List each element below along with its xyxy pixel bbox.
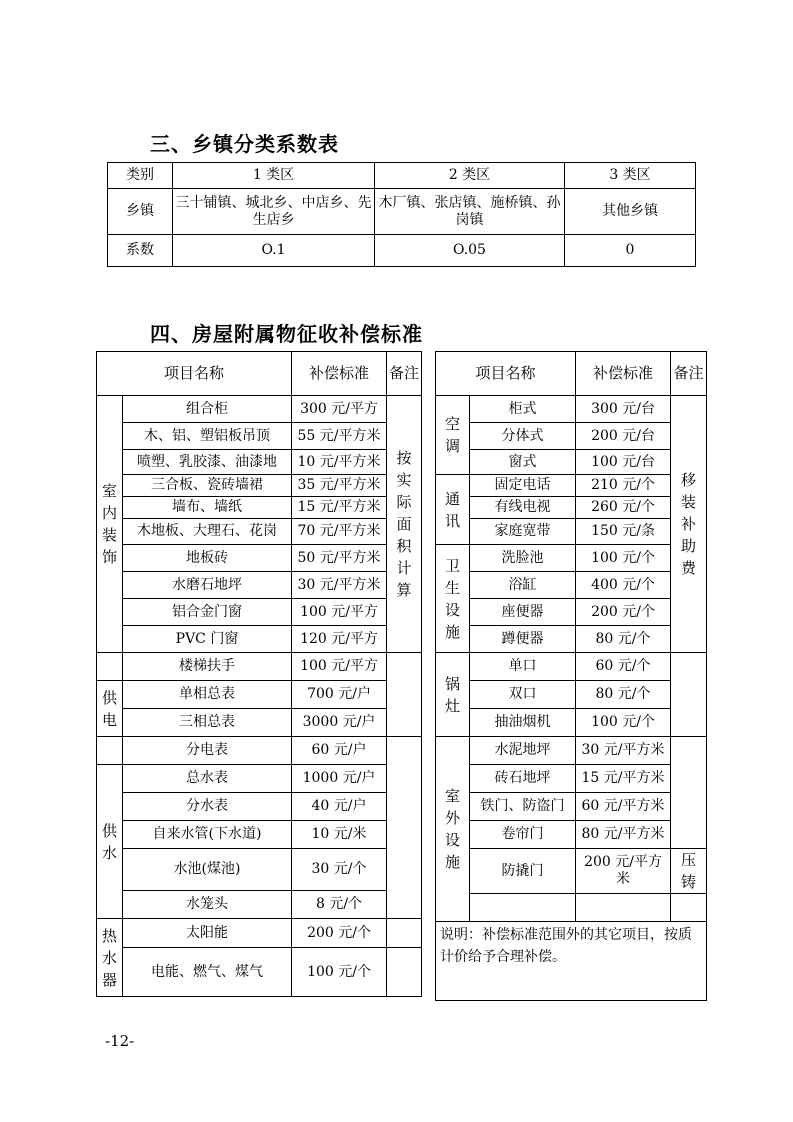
item-std: 120 元/平方 [292,626,387,653]
zone1-coefficient: O.1 [173,235,375,267]
item-std: 100 元/个 [576,545,671,572]
section4-title: 四、房屋附属物征收补偿标准 [150,322,423,346]
right-header-name: 项目名称 [436,352,576,396]
item-name: 分体式 [470,423,576,450]
item-std: 10 元/平方米 [292,450,387,475]
item-name: 地板砖 [123,545,292,572]
remark-cast: 压 铸 [671,849,707,894]
item-std: 200 元/平方米 [576,849,671,894]
left-header-name: 项目名称 [97,352,292,396]
group-ac: 空 调 [436,396,470,475]
item-std: 8 元/个 [292,891,387,919]
item-std: 100 元/个 [576,709,671,737]
item-name: 有线电视 [470,497,576,519]
attachment-table-left [96,351,422,997]
group-spacer [97,737,123,765]
item-std: 200 元/台 [576,423,671,450]
row-label-coefficient: 系数 [108,235,173,267]
item-name: 水笼头 [123,891,292,919]
remark-empty [387,653,422,737]
right-header-note: 备注 [671,352,707,396]
item-std: 80 元/个 [576,681,671,709]
item-name: 铝合金门窗 [123,599,292,626]
zone1-townships: 三十铺镇、城北乡、中店乡、先生店乡 [173,189,375,235]
item-name: 家庭宽带 [470,519,576,545]
item-std: 55 元/平方米 [292,423,387,450]
item-name: 木地板、大理石、花岗 [123,519,292,545]
item-name: 总水表 [123,765,292,793]
item-std: 60 元/平方米 [576,793,671,821]
item-name: 三相总表 [123,709,292,737]
remark-empty [671,737,707,849]
group-stove: 锅 灶 [436,653,470,737]
header-zone2: 2 类区 [375,163,565,189]
item-std: 10 元/米 [292,821,387,849]
left-header-note: 备注 [387,352,422,396]
item-std: 400 元/个 [576,572,671,599]
item-name: PVC 门窗 [123,626,292,653]
header-zone3: 3 类区 [565,163,696,189]
remark-area: 按 实 际 面 积 计 算 [387,396,422,653]
item-name: 电能、燃气、煤气 [123,948,292,997]
item-name: 水泥地坪 [470,737,576,765]
item-std: 100 元/个 [292,948,387,997]
zone3-townships: 其他乡镇 [565,189,696,235]
item-std: 15 元/平方米 [292,497,387,519]
item-name: 喷塑、乳胶漆、油漆地 [123,450,292,475]
item-name: 洗脸池 [470,545,576,572]
item-std: 80 元/个 [576,626,671,653]
zone3-coefficient: 0 [565,235,696,267]
header-zone1: 1 类区 [173,163,375,189]
group-water: 供 水 [97,765,123,919]
item-name: 铁门、防盗门 [470,793,576,821]
empty-cell [671,894,707,922]
zone2-townships: 木厂镇、张店镇、施桥镇、孙岗镇 [375,189,565,235]
item-std: 40 元/户 [292,793,387,821]
item-name: 组合柜 [123,396,292,423]
remark-empty [387,919,422,948]
item-name: 木、铝、塑铝板吊顶 [123,423,292,450]
section3-title: 三、乡镇分类系数表 [150,132,339,156]
item-std: 100 元/台 [576,450,671,475]
item-std: 50 元/平方米 [292,545,387,572]
item-std: 150 元/条 [576,519,671,545]
item-std: 260 元/个 [576,497,671,519]
item-name: 卷帘门 [470,821,576,849]
item-name: 墙布、墙纸 [123,497,292,519]
item-name: 水磨石地坪 [123,572,292,599]
item-std: 200 元/个 [292,919,387,948]
item-std: 60 元/个 [576,653,671,681]
item-std: 300 元/平方 [292,396,387,423]
item-std: 15 元/平方米 [576,765,671,793]
empty-cell [470,894,576,922]
item-name: 座便器 [470,599,576,626]
row-label-township: 乡镇 [108,189,173,235]
remark-move: 移 装 补 助 费 [671,396,707,653]
township-coefficient-table [107,162,696,267]
page-number: -12- [105,1032,135,1050]
item-std: 300 元/台 [576,396,671,423]
item-name: 分水表 [123,793,292,821]
item-name: 太阳能 [123,919,292,948]
group-power: 供 电 [97,681,123,737]
empty-cell [576,894,671,922]
item-name: 单相总表 [123,681,292,709]
item-std: 100 元/平方 [292,599,387,626]
explanation-note: 说明：补偿标准范围外的其它项目，按质计价给予合理补偿。 [436,922,707,1001]
zone2-coefficient: O.05 [375,235,565,267]
item-name: 单口 [470,653,576,681]
item-name: 固定电话 [470,475,576,497]
item-std: 700 元/户 [292,681,387,709]
right-header-std: 补偿标准 [576,352,671,396]
left-header-std: 补偿标准 [292,352,387,396]
item-name: 窗式 [470,450,576,475]
group-sanitary: 卫 生 设 施 [436,545,470,653]
group-heater: 热 水 器 [97,919,123,997]
item-std: 3000 元/户 [292,709,387,737]
item-name: 抽油烟机 [470,709,576,737]
item-name: 砖石地坪 [470,765,576,793]
item-std: 210 元/个 [576,475,671,497]
group-comm: 通 讯 [436,475,470,545]
group-interior: 室 内 装 饰 [97,396,123,653]
item-name: 浴缸 [470,572,576,599]
item-name: 蹲便器 [470,626,576,653]
attachment-table-right [435,351,707,1001]
item-name: 三合板、瓷砖墙裙 [123,475,292,497]
item-std: 60 元/户 [292,737,387,765]
item-name: 防撬门 [470,849,576,894]
item-std: 1000 元/户 [292,765,387,793]
item-name: 双口 [470,681,576,709]
item-name: 水池(煤池) [123,849,292,891]
header-category: 类别 [108,163,173,189]
remark-empty [671,653,707,737]
remark-empty [387,737,422,919]
item-name: 柜式 [470,396,576,423]
group-outdoor: 室 外 设 施 [436,737,470,922]
item-std: 80 元/平方米 [576,821,671,849]
item-name: 分电表 [123,737,292,765]
item-std: 30 元/平方米 [576,737,671,765]
item-std: 30 元/个 [292,849,387,891]
item-name: 楼梯扶手 [123,653,292,681]
item-std: 70 元/平方米 [292,519,387,545]
item-std: 100 元/平方 [292,653,387,681]
item-std: 200 元/个 [576,599,671,626]
group-spacer [97,653,123,681]
item-std: 35 元/平方米 [292,475,387,497]
remark-empty [387,948,422,997]
item-std: 30 元/平方米 [292,572,387,599]
item-name: 自来水管(下水道) [123,821,292,849]
